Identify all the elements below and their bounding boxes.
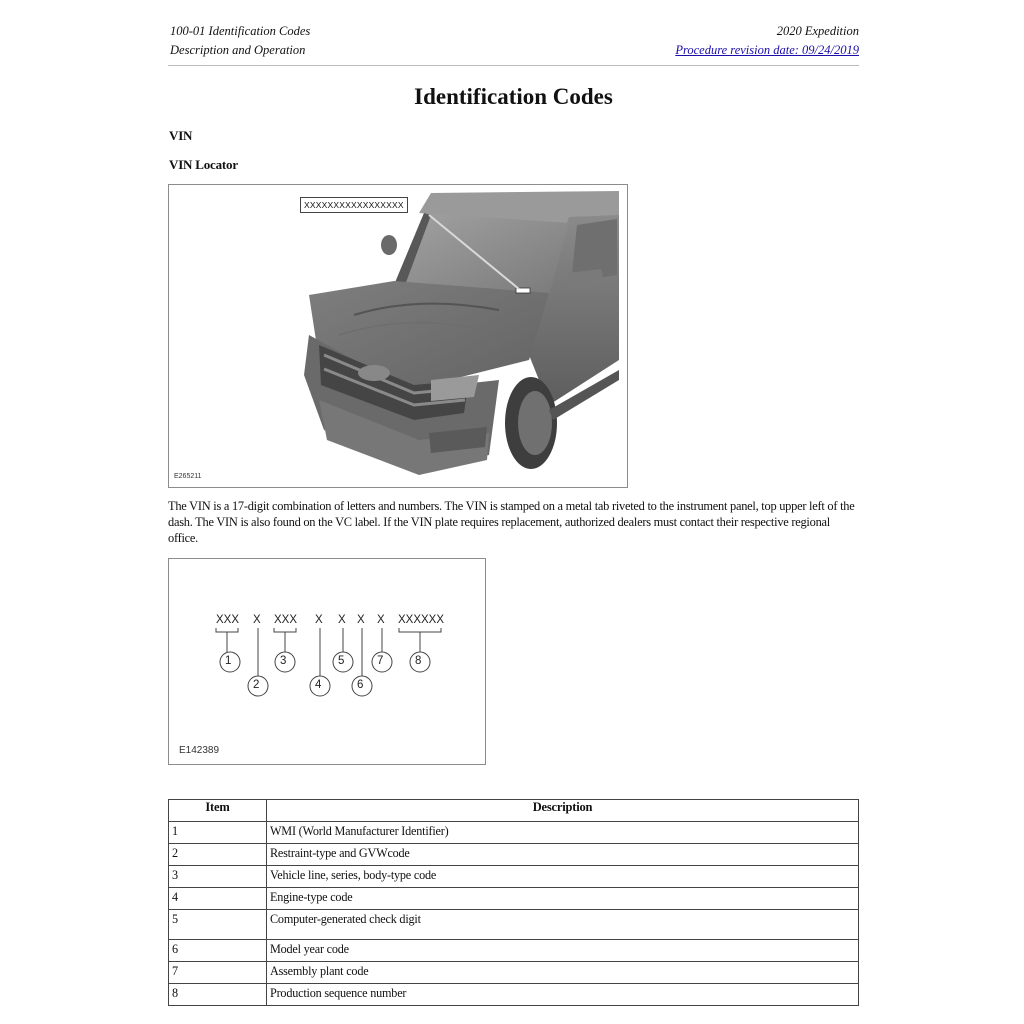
description-cell: Computer-generated check digit bbox=[267, 910, 859, 940]
vin-group-4: X bbox=[315, 614, 323, 626]
vin-group-8: XXXXXX bbox=[398, 614, 445, 626]
item-cell: 5 bbox=[169, 910, 267, 940]
column-header-description: Description bbox=[267, 800, 859, 822]
vin-items-table bbox=[168, 799, 859, 1006]
vin-group-1: XXX bbox=[216, 614, 240, 626]
vehicle-model: 2020 Expedition bbox=[776, 24, 859, 38]
heading-vin: VIN bbox=[169, 128, 193, 143]
callout-1: 1 bbox=[225, 655, 232, 667]
column-header-item: Item bbox=[169, 800, 267, 822]
vehicle-illustration bbox=[169, 185, 627, 487]
item-cell: 3 bbox=[169, 866, 267, 888]
item-cell: 1 bbox=[169, 822, 267, 844]
description-cell: Restraint-type and GVWcode bbox=[267, 844, 859, 866]
page-title: Identification Codes bbox=[414, 84, 613, 109]
item-cell: 8 bbox=[169, 984, 267, 1006]
callout-7: 7 bbox=[377, 655, 384, 667]
document-category: Description and Operation bbox=[170, 43, 306, 57]
callout-8: 8 bbox=[415, 655, 422, 667]
figure-id: E265211 bbox=[174, 473, 202, 480]
description-cell: WMI (World Manufacturer Identifier) bbox=[267, 822, 859, 844]
header-left bbox=[170, 22, 310, 60]
item-cell: 7 bbox=[169, 962, 267, 984]
vin-structure-figure bbox=[168, 558, 486, 765]
description-cell: Assembly plant code bbox=[267, 962, 859, 984]
header-right bbox=[675, 22, 859, 60]
figure-id: E142389 bbox=[179, 745, 220, 756]
table-row bbox=[169, 910, 859, 940]
table-row bbox=[169, 984, 859, 1006]
table-header-row bbox=[169, 800, 859, 822]
description-cell: Vehicle line, series, body-type code bbox=[267, 866, 859, 888]
table-row bbox=[169, 822, 859, 844]
callout-6: 6 bbox=[357, 679, 364, 691]
item-cell: 6 bbox=[169, 940, 267, 962]
item-cell: 2 bbox=[169, 844, 267, 866]
section-code: 100-01 Identification Codes bbox=[170, 24, 311, 38]
table-row bbox=[169, 866, 859, 888]
callout-4: 4 bbox=[315, 679, 322, 691]
vin-callout-diagram bbox=[169, 559, 485, 764]
vin-group-2: X bbox=[253, 614, 261, 626]
vin-description-paragraph: The VIN is a 17-digit combination of letters and numbers. The VIN is stamped on a metal tab riveted to the instrument panel, top upper left of the dash. The VIN is also found on the VC label. If the VIN plate requires replacement, authorized dealers must contact their respective regional office. bbox=[168, 499, 855, 545]
callout-2: 2 bbox=[253, 679, 260, 691]
vin-group-3: XXX bbox=[274, 614, 298, 626]
vin-group-7: X bbox=[377, 614, 385, 626]
table-row bbox=[169, 940, 859, 962]
vin-group-5: X bbox=[338, 614, 346, 626]
vin-locator-figure bbox=[168, 184, 628, 488]
callout-3: 3 bbox=[280, 655, 287, 667]
heading-vin-locator: VIN Locator bbox=[169, 157, 238, 172]
description-cell: Production sequence number bbox=[267, 984, 859, 1006]
vin-group-6: X bbox=[357, 614, 365, 626]
table-row bbox=[169, 844, 859, 866]
table-row bbox=[169, 888, 859, 910]
header-divider bbox=[168, 65, 859, 66]
vin-callout-label: XXXXXXXXXXXXXXXXX bbox=[300, 197, 408, 213]
description-cell: Model year code bbox=[267, 940, 859, 962]
item-cell: 4 bbox=[169, 888, 267, 910]
description-cell: Engine-type code bbox=[267, 888, 859, 910]
callout-5: 5 bbox=[338, 655, 345, 667]
table-row bbox=[169, 962, 859, 984]
revision-date-link[interactable]: Procedure revision date: 09/24/2019 bbox=[675, 43, 859, 57]
